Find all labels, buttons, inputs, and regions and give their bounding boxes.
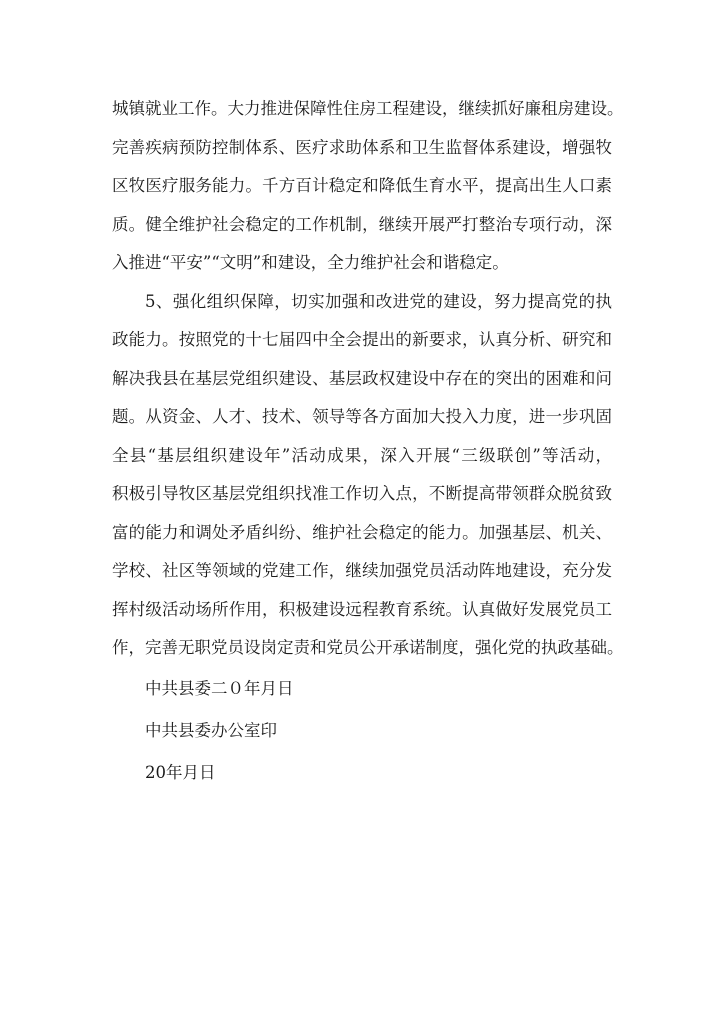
office-seal-line: 中共县委办公室印 xyxy=(145,720,277,740)
text-line: 学校、社区等领域的党建工作，继续加强党员活动阵地建设，充分发 xyxy=(112,561,612,580)
text-line: 作，完善无职党员设岗定责和党员公开承诺制度，强化党的执政基础。 xyxy=(112,638,624,657)
text-line: 挥村级活动场所作用，积极建设远程教育系统。认真做好发展党员工 xyxy=(112,599,612,619)
document-body xyxy=(112,90,624,794)
text-line: 全县“基层组织建设年”活动成果，深入开展“三级联创”等活动， xyxy=(112,445,612,465)
date-line: 20年月日 xyxy=(145,762,216,782)
text-line: 城镇就业工作。大力推进保障性住房工程建设，继续抓好廉租房建设。 xyxy=(112,99,624,118)
text-line: 政能力。按照党的十七届四中全会提出的新要求，认真分析、研究和 xyxy=(112,330,612,349)
issuer-line: 中共县委二０年月日 xyxy=(145,678,294,698)
signature-block xyxy=(112,668,612,794)
text-line: 解决我县在基层党组织建设、基层政权建设中存在的突出的困难和问 xyxy=(112,368,612,388)
text-line: 入推进“平安”“文明”和建设，全力维护社会和谐稳定。 xyxy=(112,253,509,272)
text-line: 区牧医疗服务能力。千方百计稳定和降低生育水平，提高出生人口素 xyxy=(112,176,612,195)
text-line: 题。从资金、人才、技术、领导等各方面加大投入力度，进一步巩固 xyxy=(112,407,612,426)
paragraph-party-building xyxy=(112,283,624,668)
text-line: 积极引导牧区基层党组织找准工作切入点，不断提高带领群众脱贫致 xyxy=(112,484,612,503)
text-line: 完善疾病预防控制体系、医疗求助体系和卫生监督体系建设，增强牧 xyxy=(112,137,612,157)
text-line: 富的能力和调处矛盾纠纷、维护社会稳定的能力。加强基层、机关、 xyxy=(112,522,612,542)
text-line: 5、强化组织保障，切实加强和改进党的建设，努力提高党的执 xyxy=(145,291,612,311)
paragraph-public-services xyxy=(112,90,624,283)
text-line: 质。健全维护社会稳定的工作机制，继续开展严打整治专项行动，深 xyxy=(112,214,612,234)
